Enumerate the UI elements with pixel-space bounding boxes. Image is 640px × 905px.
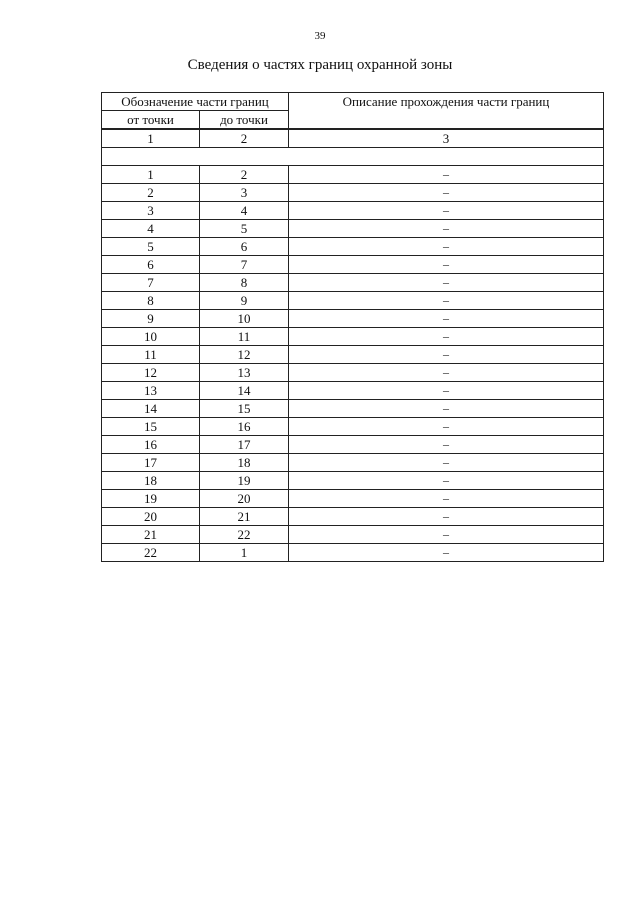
description-cell: – xyxy=(289,184,604,202)
to-point-cell: 9 xyxy=(200,292,289,310)
section-spacer-row xyxy=(102,148,604,166)
to-point-cell: 1 xyxy=(200,544,289,562)
description-cell: – xyxy=(289,274,604,292)
description-cell: – xyxy=(289,220,604,238)
from-point-cell: 17 xyxy=(102,454,200,472)
description-cell: – xyxy=(289,346,604,364)
table-row xyxy=(102,418,604,436)
table-row xyxy=(102,220,604,238)
from-point-cell: 18 xyxy=(102,472,200,490)
table-row xyxy=(102,526,604,544)
to-point-cell: 12 xyxy=(200,346,289,364)
to-point-cell: 19 xyxy=(200,472,289,490)
from-point-cell: 20 xyxy=(102,508,200,526)
from-point-cell: 22 xyxy=(102,544,200,562)
table-row xyxy=(102,400,604,418)
from-point-cell: 4 xyxy=(102,220,200,238)
column-index-3: 3 xyxy=(289,129,604,148)
to-point-cell: 8 xyxy=(200,274,289,292)
table-row xyxy=(102,346,604,364)
section-spacer-cell xyxy=(102,148,604,166)
from-point-cell: 7 xyxy=(102,274,200,292)
to-point-cell: 21 xyxy=(200,508,289,526)
table-row xyxy=(102,382,604,400)
from-point-cell: 14 xyxy=(102,400,200,418)
to-point-cell: 3 xyxy=(200,184,289,202)
description-cell: – xyxy=(289,490,604,508)
table-row xyxy=(102,436,604,454)
from-point-cell: 15 xyxy=(102,418,200,436)
header-boundary-description: Описание прохождения части границ xyxy=(289,93,604,130)
from-point-cell: 19 xyxy=(102,490,200,508)
description-cell: – xyxy=(289,202,604,220)
to-point-cell: 7 xyxy=(200,256,289,274)
from-point-cell: 5 xyxy=(102,238,200,256)
description-cell: – xyxy=(289,400,604,418)
document-title: Сведения о частях границ охранной зоны xyxy=(187,57,453,73)
from-point-cell: 21 xyxy=(102,526,200,544)
table-row xyxy=(102,364,604,382)
table-row xyxy=(102,490,604,508)
to-point-cell: 18 xyxy=(200,454,289,472)
table-row xyxy=(102,508,604,526)
table-row xyxy=(102,184,604,202)
table-row xyxy=(102,274,604,292)
column-index-2: 2 xyxy=(200,129,289,148)
header-boundary-designation: Обозначение части границ xyxy=(102,93,289,111)
description-cell: – xyxy=(289,310,604,328)
from-point-cell: 12 xyxy=(102,364,200,382)
description-cell: – xyxy=(289,544,604,562)
from-point-cell: 9 xyxy=(102,310,200,328)
description-cell: – xyxy=(289,418,604,436)
from-point-cell: 11 xyxy=(102,346,200,364)
table-row xyxy=(102,238,604,256)
to-point-cell: 4 xyxy=(200,202,289,220)
from-point-cell: 2 xyxy=(102,184,200,202)
header-from-point: от точки xyxy=(102,111,200,130)
from-point-cell: 1 xyxy=(102,166,200,184)
column-index-1: 1 xyxy=(102,129,200,148)
header-to-point: до точки xyxy=(200,111,289,130)
to-point-cell: 14 xyxy=(200,382,289,400)
to-point-cell: 5 xyxy=(200,220,289,238)
to-point-cell: 13 xyxy=(200,364,289,382)
description-cell: – xyxy=(289,508,604,526)
page-number: 39 xyxy=(314,30,326,42)
description-cell: – xyxy=(289,166,604,184)
from-point-cell: 8 xyxy=(102,292,200,310)
table-row xyxy=(102,472,604,490)
to-point-cell: 20 xyxy=(200,490,289,508)
to-point-cell: 2 xyxy=(200,166,289,184)
description-cell: – xyxy=(289,454,604,472)
description-cell: – xyxy=(289,328,604,346)
from-point-cell: 6 xyxy=(102,256,200,274)
table-row xyxy=(102,292,604,310)
to-point-cell: 15 xyxy=(200,400,289,418)
from-point-cell: 13 xyxy=(102,382,200,400)
description-cell: – xyxy=(289,292,604,310)
to-point-cell: 16 xyxy=(200,418,289,436)
table-row xyxy=(102,544,604,562)
table-row xyxy=(102,166,604,184)
table-row xyxy=(102,256,604,274)
to-point-cell: 11 xyxy=(200,328,289,346)
description-cell: – xyxy=(289,472,604,490)
boundary-parts-table xyxy=(101,92,604,562)
from-point-cell: 16 xyxy=(102,436,200,454)
description-cell: – xyxy=(289,238,604,256)
description-cell: – xyxy=(289,364,604,382)
description-cell: – xyxy=(289,382,604,400)
to-point-cell: 6 xyxy=(200,238,289,256)
to-point-cell: 10 xyxy=(200,310,289,328)
table-row xyxy=(102,310,604,328)
description-cell: – xyxy=(289,526,604,544)
table-row xyxy=(102,328,604,346)
to-point-cell: 17 xyxy=(200,436,289,454)
description-cell: – xyxy=(289,256,604,274)
table-row xyxy=(102,454,604,472)
table-row xyxy=(102,202,604,220)
from-point-cell: 3 xyxy=(102,202,200,220)
description-cell: – xyxy=(289,436,604,454)
column-index-row xyxy=(102,129,604,148)
from-point-cell: 10 xyxy=(102,328,200,346)
to-point-cell: 22 xyxy=(200,526,289,544)
